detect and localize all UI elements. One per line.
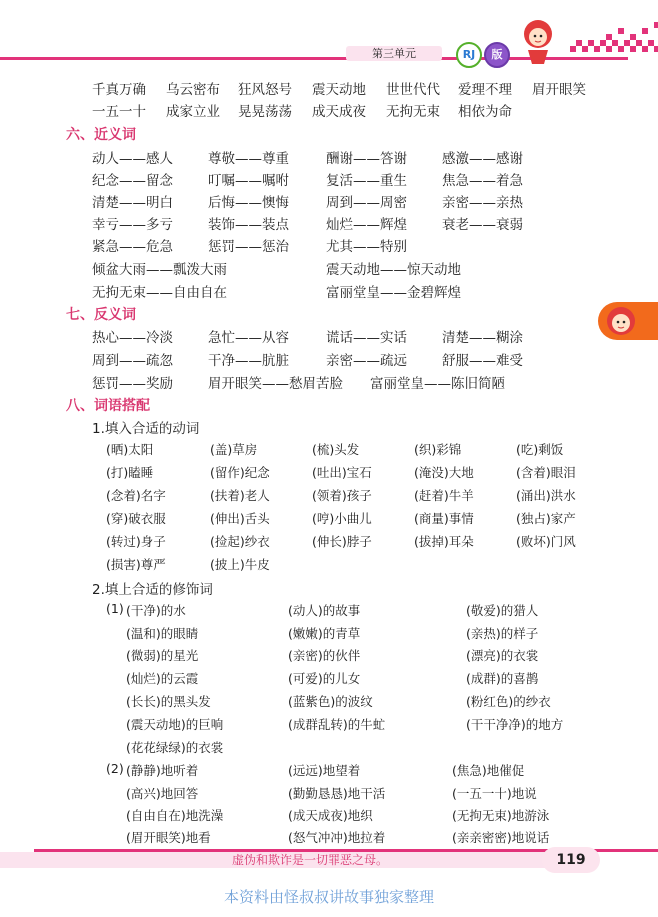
subheading-verbs: 1.填入合适的动词 (92, 421, 200, 437)
word-pair: 惩罚——奖励 (92, 376, 173, 392)
word-pair: 周到——周密 (326, 195, 407, 211)
collocation: (转过)身子 (106, 534, 166, 549)
collocation: (捡起)纱衣 (210, 534, 270, 549)
collocation: (拔掉)耳朵 (414, 534, 474, 549)
collocation: (含着)眼泪 (516, 465, 576, 480)
word-pair: 舒服——难受 (442, 353, 523, 369)
collocation: (花花绿绿)的衣裳 (126, 740, 224, 755)
collocation: (嫩嫩)的青草 (288, 626, 361, 641)
mascot-face-icon (604, 304, 638, 338)
word-pair: 尊敬——尊重 (208, 151, 289, 167)
collocation: (穿)破衣服 (106, 511, 166, 526)
collocation: (留作)纪念 (210, 465, 270, 480)
collocation: (干净)的水 (126, 603, 186, 618)
collocation: (扶着)老人 (210, 488, 270, 503)
word-pair: 动人——感人 (92, 151, 173, 167)
word-pair: 衰老——衰弱 (442, 217, 523, 233)
word-pair: 紧急——危急 (92, 239, 173, 255)
collocation: (涌出)洪水 (516, 488, 576, 503)
word-pair: 复活——重生 (326, 173, 407, 189)
collocation: (织)彩锦 (414, 442, 462, 457)
idiom: 相依为命 (458, 104, 512, 120)
collocation: (敬爱)的猎人 (466, 603, 539, 618)
list-label: (1) (106, 601, 124, 616)
word-pair: 富丽堂皇——陈旧简陋 (370, 376, 505, 392)
idiom: 千真万确 (92, 82, 146, 98)
word-pair: 干净——肮脏 (208, 353, 289, 369)
footer-motto: 虚伪和欺诈是一切罪恶之母。 (232, 853, 389, 867)
word-pair: 富丽堂皇——金碧辉煌 (326, 285, 461, 301)
word-pair: 焦急——着急 (442, 173, 523, 189)
collocation: (伸出)舌头 (210, 511, 270, 526)
collocation: (灿烂)的云霞 (126, 671, 199, 686)
collocation: (打)瞌睡 (106, 465, 154, 480)
collocation: (震天动地)的巨响 (126, 717, 224, 732)
word-pair: 酬谢——答谢 (326, 151, 407, 167)
collocation: (动人)的故事 (288, 603, 361, 618)
collocation: (领着)孩子 (312, 488, 372, 503)
collocation: (一五一十)地说 (452, 786, 537, 801)
collocation: (远远)地望着 (288, 763, 361, 778)
word-pair: 惩罚——惩治 (208, 239, 289, 255)
collocation: (怒气冲冲)地拉着 (288, 830, 386, 845)
collocation: (干干净净)的地方 (466, 717, 564, 732)
collocation: (商量)事情 (414, 511, 474, 526)
collocation: (亲亲密密)地说话 (452, 830, 550, 845)
word-pair: 清楚——糊涂 (442, 330, 523, 346)
word-pair: 无拘无束——自由自在 (92, 285, 227, 301)
collocation: (微弱)的星光 (126, 648, 199, 663)
collocation: (焦急)地催促 (452, 763, 525, 778)
idiom: 成天成夜 (312, 104, 366, 120)
collocation: (无拘无束)地游泳 (452, 808, 550, 823)
idiom: 无拘无束 (386, 104, 440, 120)
collocation: (眉开眼笑)地看 (126, 830, 211, 845)
word-pair: 叮嘱——嘱咐 (208, 173, 289, 189)
collocation: (漂亮)的衣裳 (466, 648, 539, 663)
collocation: (粉红色)的纱衣 (466, 694, 551, 709)
word-pair: 谎话——实话 (326, 330, 407, 346)
collocation: (亲密)的伙伴 (288, 648, 361, 663)
collocation: (高兴)地回答 (126, 786, 199, 801)
checker-pattern-icon (570, 16, 658, 60)
collocation: (念着)名字 (106, 488, 166, 503)
word-pair: 急忙——从容 (208, 330, 289, 346)
word-pair: 热心——冷淡 (92, 330, 173, 346)
word-pair: 倾盆大雨——瓢泼大雨 (92, 262, 227, 278)
list-label: (2) (106, 761, 124, 776)
word-pair: 周到——疏忽 (92, 353, 173, 369)
idiom: 爱理不理 (458, 82, 512, 98)
collocation: (独占)家产 (516, 511, 576, 526)
collocation: (晒)太阳 (106, 442, 154, 457)
girl-mascot-icon (516, 14, 560, 66)
idiom: 震天动地 (312, 82, 366, 98)
word-pair: 亲密——亲热 (442, 195, 523, 211)
idiom: 眉开眼笑 (532, 82, 586, 98)
collocation: (成群)的喜鹊 (466, 671, 539, 686)
collocation: (伸长)脖子 (312, 534, 372, 549)
word-pair: 亲密——疏远 (326, 353, 407, 369)
collocation: (勤勤恳恳)地干活 (288, 786, 386, 801)
idiom: 晃晃荡荡 (238, 104, 292, 120)
collocation: (哼)小曲儿 (312, 511, 372, 526)
collocation: (长长)的黑头发 (126, 694, 211, 709)
collocation: (成群乱转)的牛虻 (288, 717, 386, 732)
word-pair: 震天动地——惊天动地 (326, 262, 461, 278)
collocation: (静静)地听着 (126, 763, 199, 778)
idiom: 成家立业 (166, 104, 220, 120)
idiom: 乌云密布 (166, 82, 220, 98)
collocation: (梳)头发 (312, 442, 360, 457)
unit-label: 第三单元 (346, 46, 442, 61)
collocation: (蓝紫色)的波纹 (288, 694, 373, 709)
idiom: 世世代代 (386, 82, 440, 98)
collocation: (赶着)牛羊 (414, 488, 474, 503)
word-pair: 清楚——明白 (92, 195, 173, 211)
word-pair: 后悔——懊悔 (208, 195, 289, 211)
word-pair: 幸亏——多亏 (92, 217, 173, 233)
edition-badge-ban: 版 (484, 42, 510, 68)
collocation: (可爱)的儿女 (288, 671, 361, 686)
watermark-text: 本资料由怪叔叔讲故事独家整理 (223, 888, 434, 906)
word-pair: 尤其——特别 (326, 239, 407, 255)
page-number: 119 (542, 847, 600, 873)
section-heading-collocations: 八、词语搭配 (66, 398, 150, 414)
word-pair: 眉开眼笑——愁眉苦脸 (208, 376, 343, 392)
idiom: 狂风怒号 (238, 82, 292, 98)
collocation: (吐出)宝石 (312, 465, 372, 480)
section-heading-antonyms: 七、反义词 (66, 307, 136, 323)
word-pair: 灿烂——辉煌 (326, 217, 407, 233)
collocation: (吃)剩饭 (516, 442, 564, 457)
idiom: 一五一十 (92, 104, 146, 120)
subheading-modifiers: 2.填上合适的修饰词 (92, 582, 213, 598)
collocation: (盖)草房 (210, 442, 258, 457)
collocation: (损害)尊严 (106, 557, 166, 572)
collocation: (败坏)门风 (516, 534, 576, 549)
edition-badge-rj: RJ (456, 42, 482, 68)
collocation: (亲热)的样子 (466, 626, 539, 641)
collocation: (温和)的眼睛 (126, 626, 199, 641)
section-heading-synonyms: 六、近义词 (66, 127, 136, 143)
collocation: (自由自在)地洗澡 (126, 808, 224, 823)
word-pair: 纪念——留念 (92, 173, 173, 189)
word-pair: 感激——感谢 (442, 151, 523, 167)
collocation: (披上)牛皮 (210, 557, 270, 572)
collocation: (成天成夜)地织 (288, 808, 373, 823)
collocation: (淹没)大地 (414, 465, 474, 480)
word-pair: 装饰——装点 (208, 217, 289, 233)
